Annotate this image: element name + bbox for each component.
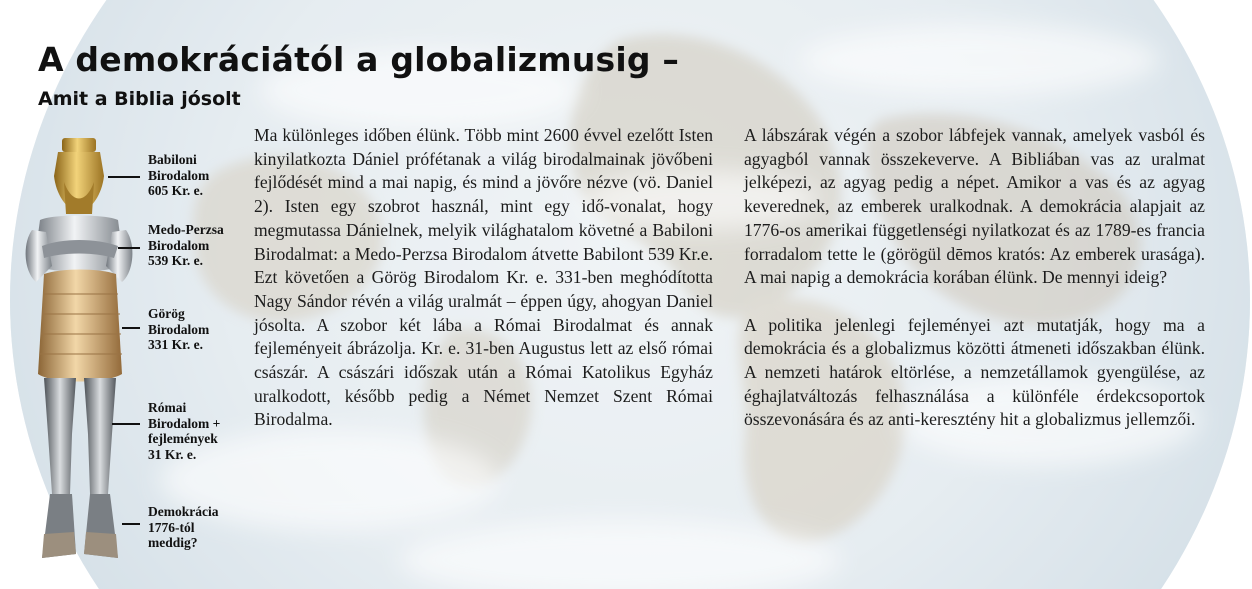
label-greek-empire: Görög Birodalom 331 Kr. e. — [148, 306, 210, 352]
column1-paragraph: Ma különleges időben élünk. Több mint 2600 évvel ezelőtt Isten kinyilatkozta Dániel prófétanak a világ birodalmainak jövőbeni fejlődését mind a mai napig, és mind a jövőre nézve (vö. Daniel 2). Isten egy szobrot használ, mint egy idő-vonalat, hogy megmutassa Dánielnek, melyik világhatalom követné a Babiloni Birodalmat: a Medo-Perzsa Birodalom átvette Babilont 539 Kr.e. Ezt követően a Görög Birodalom Kr. e. 331-ben meghódította Nagy Sándor révén a világ uralmát – éppen úgy, ahogyan Daniel jósolta. A szobor két lába a Római Birodalmat és annak fejleményeit ábrázolja. Kr. e. 31-ben Augustus lett az első római császár. A császári időszak után a Római Katolikus Egyház uralkodott, később pedig a Német Nemzet Szent Római Birodalma. — [254, 125, 713, 430]
daniel-statue-image — [22, 134, 140, 574]
column2-paragraph-1: A lábszárak végén a szobor lábfejek vannak, amelyek vasból és agyagból vannak összekeverve. A Bibliában vas az uralmat jelképezi, az agyag pedig a népet. Amikor a vas és az agyag keverednek, az emberek uralkodnak. A demokrácia alapjait az 1776-os amerikai függetlenségi nyilatkozat és az 1789-es francia forradalom tette le (görögül dēmos kratós: Az emberek urasága). A mai napig a demokrácia korában élünk. De mennyi ideig? — [744, 125, 1205, 288]
page-title: A demokráciától a globalizmusig – — [38, 40, 680, 79]
page-subtitle: Amit a Biblia jósolt — [38, 88, 241, 110]
label-democracy: Demokrácia 1776-tól meddig? — [148, 504, 219, 550]
body-text-column-2 — [744, 124, 1205, 456]
column2-paragraph-2: A politika jelenlegi fejleményei azt mutatják, hogy ma a demokrácia és a globalizmus közötti átmeneti időszakban élünk. A nemzeti határok eltörlése, a nemzetállamok gyengülése, az éghajlatváltozás felhasználása a különféle érdekcsoportok összevonására és az anti-keresztény hit a globalizmus jellemzői. — [744, 314, 1205, 430]
body-text-column-1 — [254, 124, 713, 432]
label-roman-empire: Római Birodalom + fejlemények 31 Kr. e. — [148, 400, 221, 462]
label-medo-persian-empire: Medo-Perzsa Birodalom 539 Kr. e. — [148, 222, 224, 268]
label-babylonian-empire: Babiloni Birodalom 605 Kr. e. — [148, 152, 210, 198]
